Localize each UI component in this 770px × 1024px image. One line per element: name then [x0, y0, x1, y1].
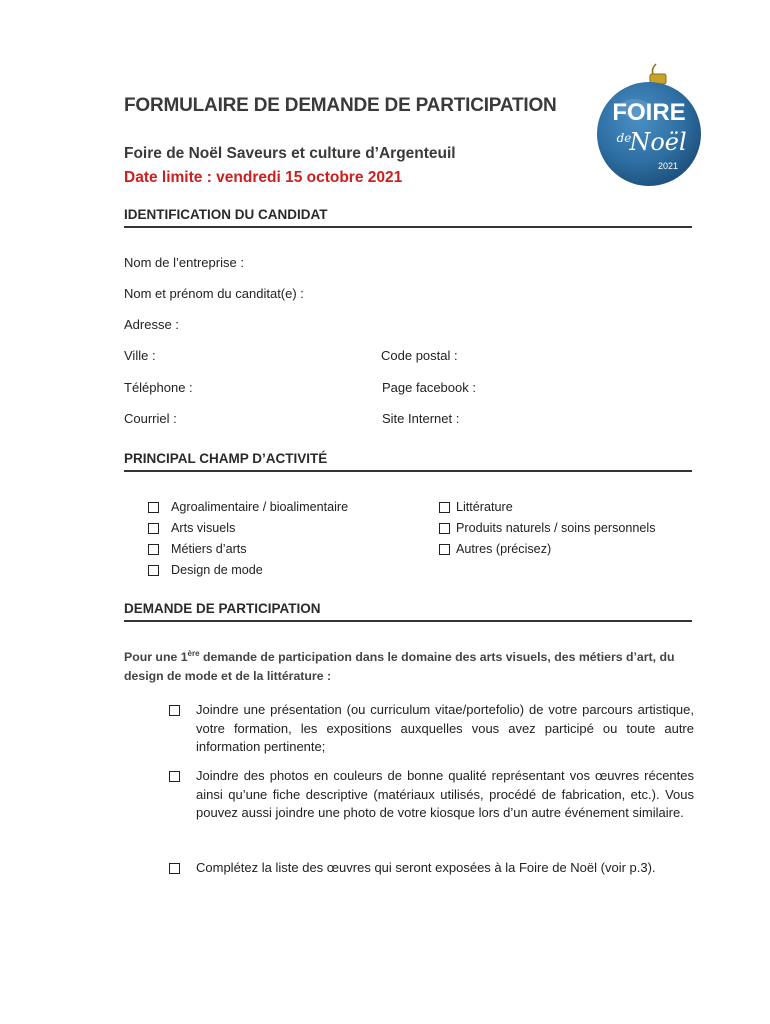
requirement-item-photos[interactable] — [169, 767, 694, 823]
email-field[interactable]: Courriel : — [124, 411, 177, 426]
requirement-item-works-list[interactable] — [169, 859, 694, 878]
option-label: Autres (précisez) — [456, 542, 552, 556]
requirement-text: Joindre une présentation (ou curriculum vitae/portefolio) de votre parcours artistique, votre formation, les expositions auxquelles vous avez participé ou toute autre information pertinente; — [196, 702, 694, 754]
requirement-item-presentation[interactable] — [169, 701, 694, 757]
checkbox[interactable] — [148, 544, 159, 555]
activity-option-design-mode[interactable] — [148, 560, 348, 581]
company-name-field[interactable]: Nom de l’entreprise : — [124, 255, 244, 270]
intro-text-start: Pour une 1 — [124, 650, 188, 664]
facebook-page-field[interactable]: Page facebook : — [382, 380, 476, 395]
checkbox[interactable] — [148, 565, 159, 576]
postal-code-field[interactable]: Code postal : — [381, 348, 458, 363]
activity-option-produits-naturels[interactable] — [439, 518, 656, 539]
activity-option-agroalimentaire[interactable] — [148, 497, 348, 518]
form-title: FORMULAIRE DE DEMANDE DE PARTICIPATION — [124, 95, 557, 116]
logo-year-text: 2021 — [657, 161, 679, 171]
checkbox[interactable] — [148, 502, 159, 513]
foire-de-noel-logo — [594, 62, 704, 190]
intro-text-end: demande de participation dans le domaine des arts visuels, des métiers d’art, du design de mode et de la littérature : — [124, 650, 675, 683]
address-field[interactable]: Adresse : — [124, 317, 179, 332]
option-label: Littérature — [456, 500, 513, 514]
activity-heading: PRINCIPAL CHAMP D’ACTIVITÉ — [124, 451, 692, 472]
city-field[interactable]: Ville : — [124, 348, 156, 363]
participation-intro — [124, 648, 694, 686]
option-label: Produits naturels / soins personnels — [456, 521, 656, 535]
checkbox[interactable] — [169, 863, 180, 874]
checkbox[interactable] — [439, 502, 450, 513]
checkbox[interactable] — [169, 771, 180, 782]
identification-heading: IDENTIFICATION DU CANDIDAT — [124, 207, 692, 228]
activity-option-autres[interactable] — [439, 539, 656, 560]
phone-field[interactable]: Téléphone : — [124, 380, 193, 395]
option-label: Design de mode — [171, 563, 263, 577]
activity-option-arts-visuels[interactable] — [148, 518, 348, 539]
checkbox[interactable] — [439, 523, 450, 534]
activity-option-metiers-arts[interactable] — [148, 539, 348, 560]
website-field[interactable]: Site Internet : — [382, 411, 460, 426]
checkbox[interactable] — [169, 705, 180, 716]
activity-options-right — [439, 497, 656, 560]
checkbox[interactable] — [148, 523, 159, 534]
event-subtitle: Foire de Noël Saveurs et culture d’Argenteuil — [124, 145, 456, 162]
option-label: Métiers d’arts — [171, 542, 247, 556]
option-label: Agroalimentaire / bioalimentaire — [171, 500, 349, 514]
deadline-notice: Date limite : vendredi 15 octobre 2021 — [124, 169, 403, 186]
candidate-name-field[interactable]: Nom et prénom du canditat(e) : — [124, 286, 304, 301]
checkbox[interactable] — [439, 544, 450, 555]
activity-option-litterature[interactable] — [439, 497, 656, 518]
logo-noel-text: Noël — [629, 128, 687, 156]
option-label: Arts visuels — [171, 521, 236, 535]
intro-superscript: ère — [187, 648, 200, 658]
activity-options-left — [148, 497, 348, 581]
participation-heading: DEMANDE DE PARTICIPATION — [124, 601, 692, 622]
logo-de-text: de — [616, 131, 632, 145]
requirement-text: Joindre des photos en couleurs de bonne qualité représentant vos œuvres récentes ainsi qu’une fiche descriptive (matériaux utilisés, procédé de fabrication, etc.). Vous pouvez aussi joindre une photo de votre kiosque lors d’un autre événement similaire. — [196, 768, 694, 820]
logo-foire-text: FOIRE — [612, 99, 686, 126]
requirement-text: Complétez la liste des œuvres qui seront exposées à la Foire de Noël (voir p.3). — [196, 860, 656, 875]
